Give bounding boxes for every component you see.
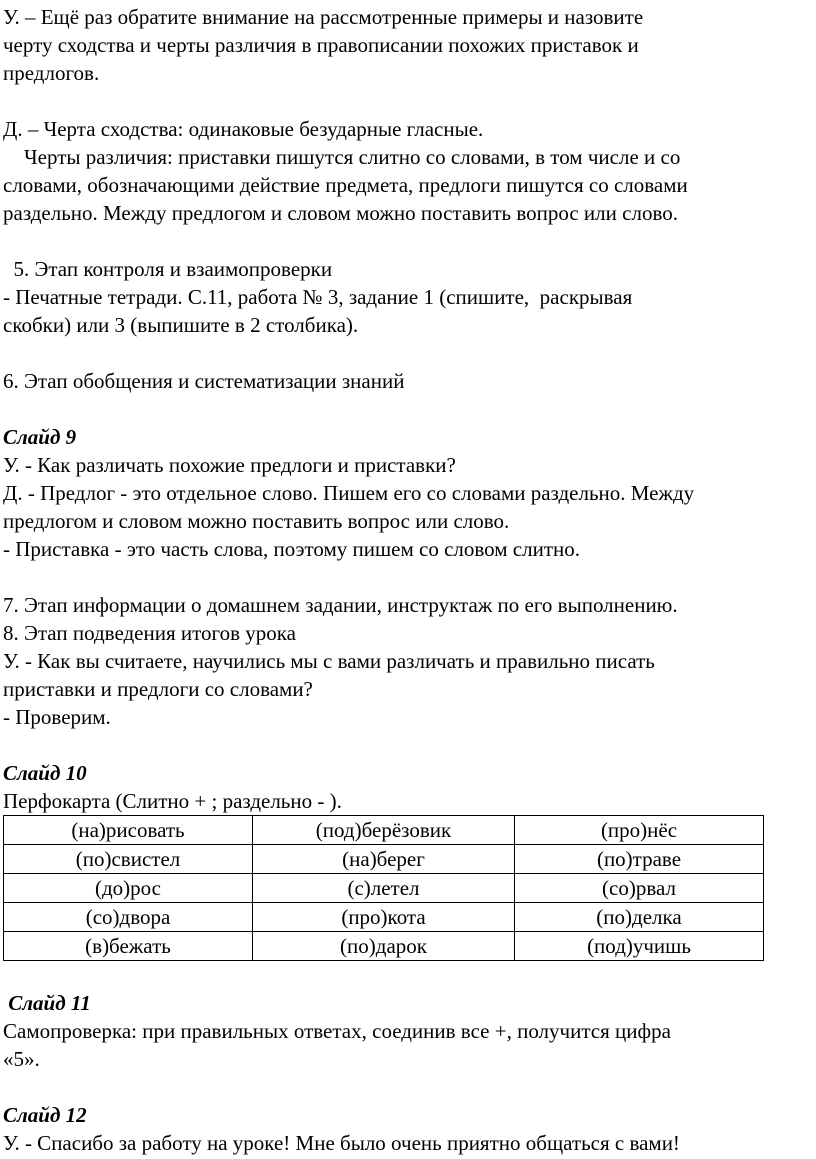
table-cell: (в)бежать <box>4 932 253 961</box>
paragraph-line: черту сходства и черты различия в правописании похожих приставок и <box>3 33 639 57</box>
table-row <box>4 903 764 932</box>
table-row <box>4 874 764 903</box>
table-cell: (про)нёс <box>515 816 764 845</box>
paragraph-line: У. - Спасибо за работу на уроке! Мне было очень приятно общаться с вами! <box>3 1131 680 1155</box>
table-cell: (по)делка <box>515 903 764 932</box>
paragraph-line: У. - Как вы считаете, научились мы с вами различать и правильно писать <box>3 649 655 673</box>
paragraph-line: - Проверим. <box>3 705 111 729</box>
paragraph-line: скобки) или 3 (выпишите в 2 столбика). <box>3 313 359 337</box>
section-heading: 8. Этап подведения итогов урока <box>3 621 296 645</box>
paragraph-line: предлогом и словом можно поставить вопрос или слово. <box>3 509 510 533</box>
paragraph-line: приставки и предлоги со словами? <box>3 677 313 701</box>
slide-label: Слайд 11 <box>3 991 91 1015</box>
paragraph-line: Д. - Предлог - это отдельное слово. Пишем его со словами раздельно. Между <box>3 481 695 505</box>
table-row <box>4 816 764 845</box>
table-cell: (со)двора <box>4 903 253 932</box>
table-cell: (на)берег <box>253 845 515 874</box>
table-cell: (про)кота <box>253 903 515 932</box>
table-cell: (до)рос <box>4 874 253 903</box>
section-heading: 6. Этап обобщения и систематизации знаний <box>3 369 405 393</box>
table-row <box>4 932 764 961</box>
table-caption: Перфокарта (Слитно + ; раздельно - ). <box>3 789 342 813</box>
table-cell: (по)траве <box>515 845 764 874</box>
slide-label: Слайд 12 <box>3 1103 87 1127</box>
paragraph-line: раздельно. Между предлогом и словом можно поставить вопрос или слово. <box>3 201 678 225</box>
table-cell: (со)рвал <box>515 874 764 903</box>
table-cell: (под)учишь <box>515 932 764 961</box>
paragraph-line: Д. – Черта сходства: одинаковые безударные гласные. <box>3 117 484 141</box>
paragraph-line: У. - Как различать похожие предлоги и приставки? <box>3 453 456 477</box>
paragraph-line: Черты различия: приставки пишутся слитно со словами, в том числе и со <box>3 145 681 169</box>
paragraph-line: предлогов. <box>3 61 100 85</box>
slide-label: Слайд 9 <box>3 425 77 449</box>
table-cell: (по)дарок <box>253 932 515 961</box>
perfocard-table <box>3 815 764 961</box>
paragraph-line: «5». <box>3 1047 40 1071</box>
paragraph-line: - Печатные тетради. С.11, работа № 3, задание 1 (спишите, раскрывая <box>3 285 633 309</box>
paragraph-line: Самопроверка: при правильных ответах, соединив все +, получится цифра <box>3 1019 671 1043</box>
table-row <box>4 845 764 874</box>
table-cell: (под)берёзовик <box>253 816 515 845</box>
paragraph-line: У. – Ещё раз обратите внимание на рассмотренные примеры и назовите <box>3 5 644 29</box>
table-cell: (с)летел <box>253 874 515 903</box>
table-cell: (по)свистел <box>4 845 253 874</box>
slide-label: Слайд 10 <box>3 761 87 785</box>
table-cell: (на)рисовать <box>4 816 253 845</box>
paragraph-line: - Приставка - это часть слова, поэтому пишем со словом слитно. <box>3 537 581 561</box>
paragraph-line: словами, обозначающими действие предмета, предлоги пишутся со словами <box>3 173 688 197</box>
section-heading: 5. Этап контроля и взаимопроверки <box>3 257 333 281</box>
section-heading: 7. Этап информации о домашнем задании, инструктаж по его выполнению. <box>3 593 678 617</box>
